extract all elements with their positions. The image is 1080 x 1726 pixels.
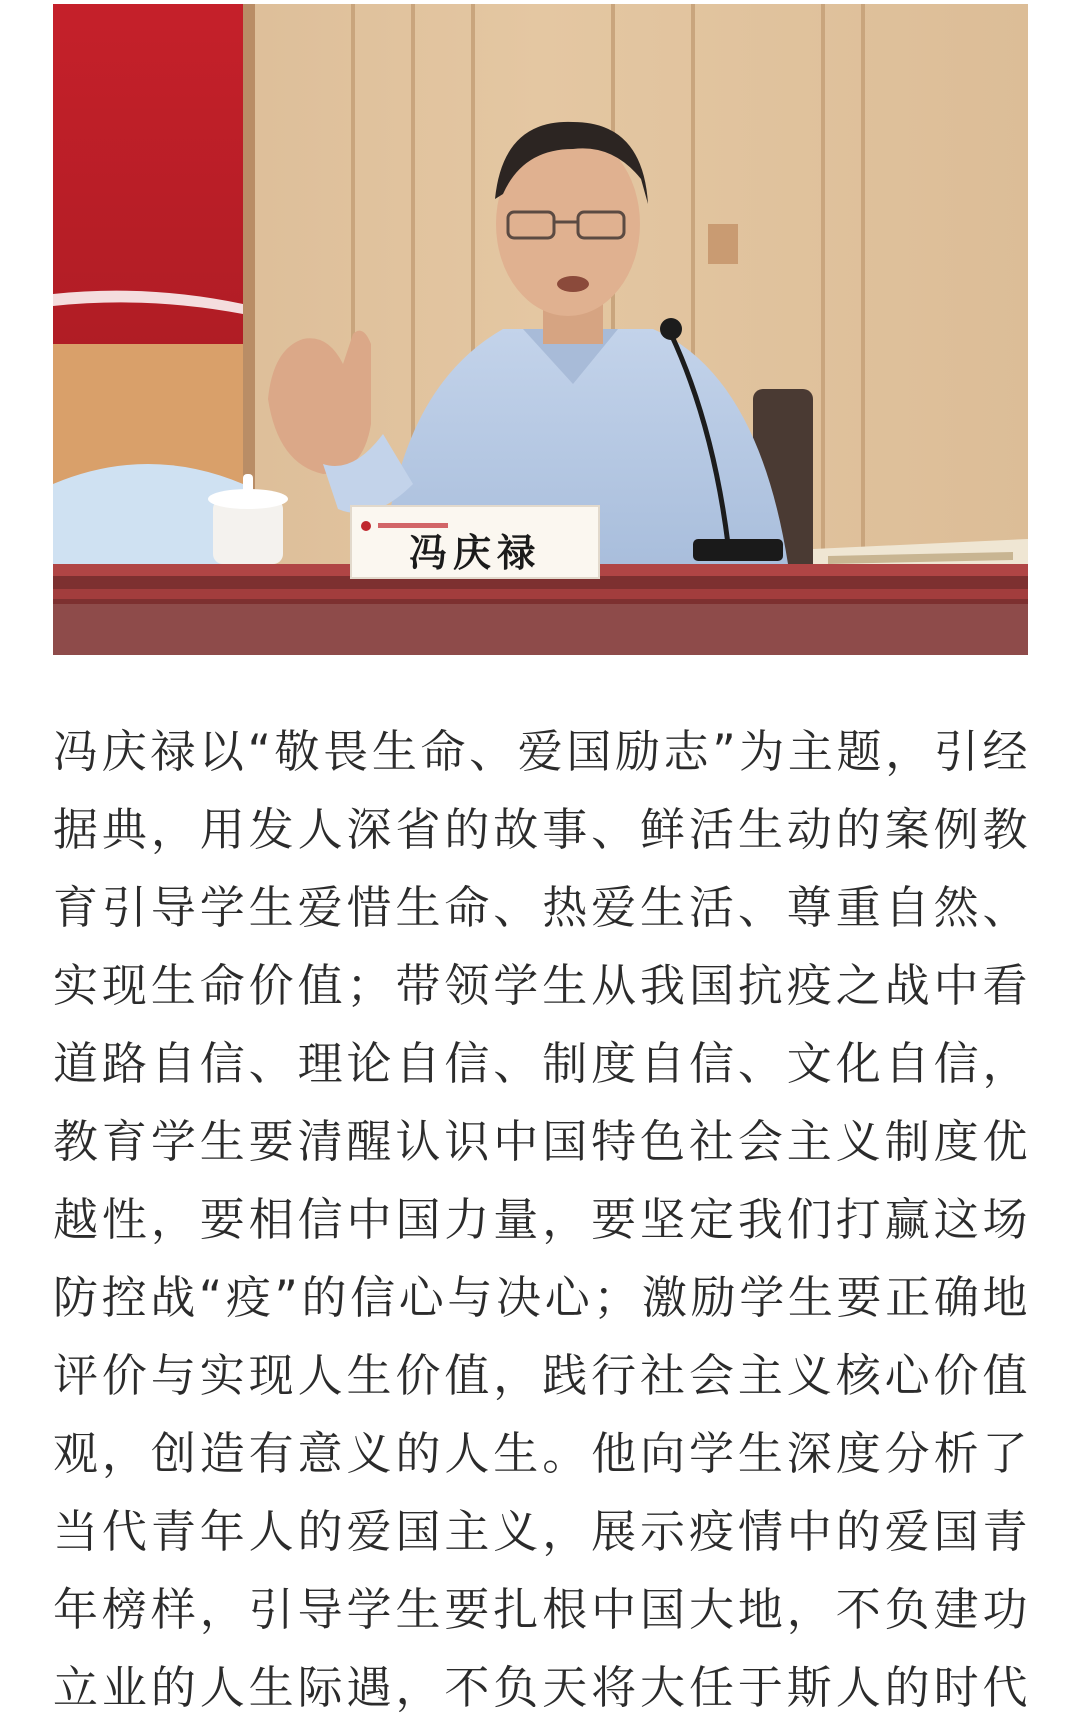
article-line: 据典，用发人深省的故事、鲜活生动的案例教 [53, 803, 1028, 856]
article-line: 年榜样，引导学生要扎根中国大地，不负建功 [53, 1583, 1028, 1636]
nameplate-text: 冯庆禄 [408, 530, 541, 575]
article-line: 育引导学生爱惜生命、热爱生活、尊重自然、 [53, 881, 1028, 934]
article-line: 道路自信、理论自信、制度自信、文化自信， [53, 1037, 1028, 1090]
article-body [53, 713, 1028, 1726]
article-line: 教育学生要清醒认识中国特色社会主义制度优 [53, 1115, 1028, 1168]
article-line: 当代青年人的爱国主义，展示疫情中的爱国青 [53, 1505, 1028, 1558]
article-line: 防控战“疫”的信心与决心；激励学生要正确地 [53, 1271, 1028, 1324]
article-line: 立业的人生际遇，不负天将大任于斯人的时代 [53, 1661, 1028, 1714]
article-line: 实现生命价值；带领学生从我国抗疫之战中看 [53, 959, 1028, 1012]
article-line: 冯庆禄以“敬畏生命、爱国励志”为主题，引经 [53, 725, 1028, 778]
article-line: 观，创造有意义的人生。他向学生深度分析了 [53, 1427, 1028, 1480]
article-line: 评价与实现人生价值，践行社会主义核心价值 [53, 1349, 1028, 1402]
article-line: 越性，要相信中国力量，要坚定我们打赢这场 [53, 1193, 1028, 1246]
article-photo [53, 4, 1028, 655]
